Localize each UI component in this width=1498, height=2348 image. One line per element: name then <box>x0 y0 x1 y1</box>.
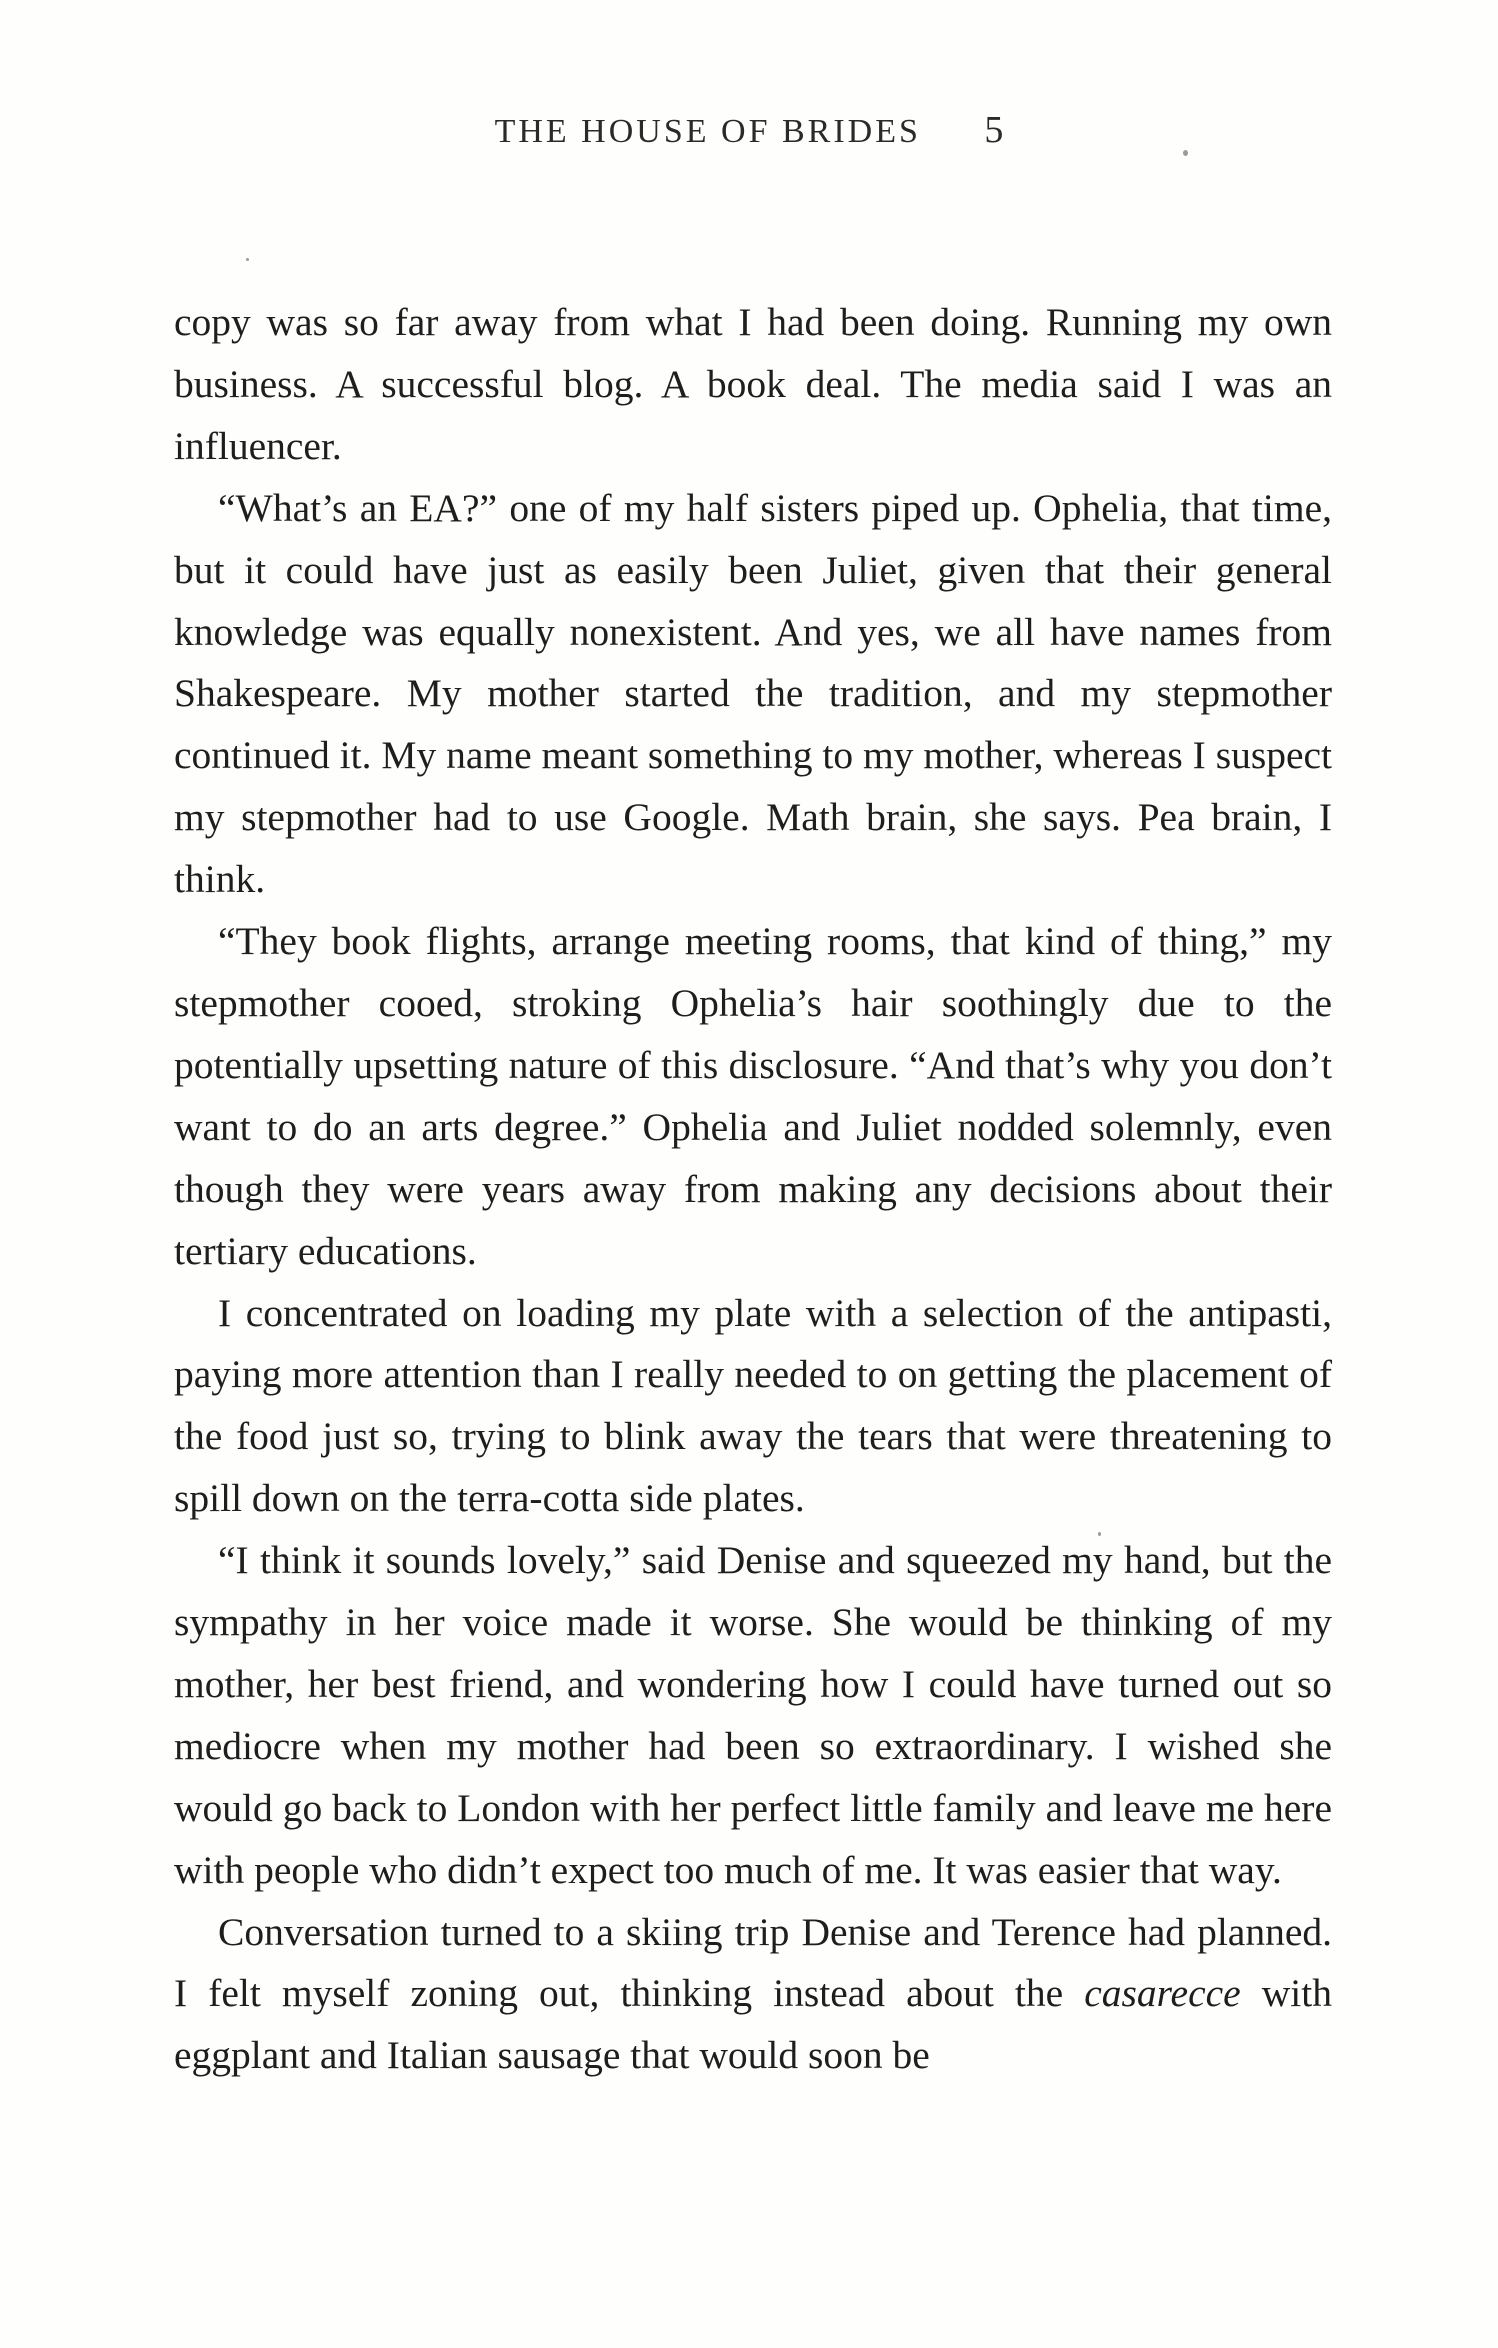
paragraph-text: with eggplant and Italian sausage that would soon be <box>174 1971 1332 2078</box>
paragraph: I concentrated on loading my plate with a selection of the antipasti, paying more attention than I really needed to on getting the placement of the food just so, trying to blink away the tears that were threatening to spill down on the terra-cotta side plates. <box>174 1290 1332 1521</box>
paragraph: “I think it sounds lovely,” said Denise and squeezed my hand, but the sympathy in her voice made it worse. She would be thinking of my mother, her best friend, and wondering how I could have turned out so mediocre when my mother had been so extraordinary. I wished she would go back to London with her perfect little family and leave me here with people who didn’t expect too much of me. It was easier that way. <box>174 1538 1332 1892</box>
running-header <box>0 108 1498 152</box>
paragraph: “What’s an EA?” one of my half sisters piped up. Ophelia, that time, but it could have just as easily been Juliet, given that their general knowledge was equally nonexistent. And yes, we all have names from Shakespeare. My mother started the tradition, and my stepmother continued it. My name meant something to my mother, whereas I suspect my stepmother had to use Google. Math brain, she says. Pea brain, I think. <box>174 485 1332 902</box>
scan-speck <box>1098 1532 1101 1536</box>
paragraph: copy was so far away from what I had been doing. Running my own business. A successful blog. A book deal. The media said I was an influencer. <box>174 300 1332 468</box>
page-number: 5 <box>984 109 1004 151</box>
scan-speck <box>246 258 249 261</box>
scan-speck <box>1183 150 1188 156</box>
paragraph: “They book flights, arrange meeting rooms, that kind of thing,” my stepmother cooed, stroking Ophelia’s hair soothingly due to the potentially upsetting nature of this disclosure. “And that’s why you don’t want to do an arts degree.” Ophelia and Juliet nodded solemnly, even though they were years away from making any decisions about their tertiary educations. <box>174 919 1332 1273</box>
paragraph <box>174 1902 1332 2088</box>
paragraph-text: Conversation turned to a skiing trip Denise and Terence had planned. I felt myself zoning out, thinking instead about the <box>174 1909 1332 2016</box>
italic-term: casarecce <box>1084 1971 1241 2016</box>
book-title: THE HOUSE OF BRIDES <box>494 113 921 150</box>
body-text <box>174 292 1332 2087</box>
